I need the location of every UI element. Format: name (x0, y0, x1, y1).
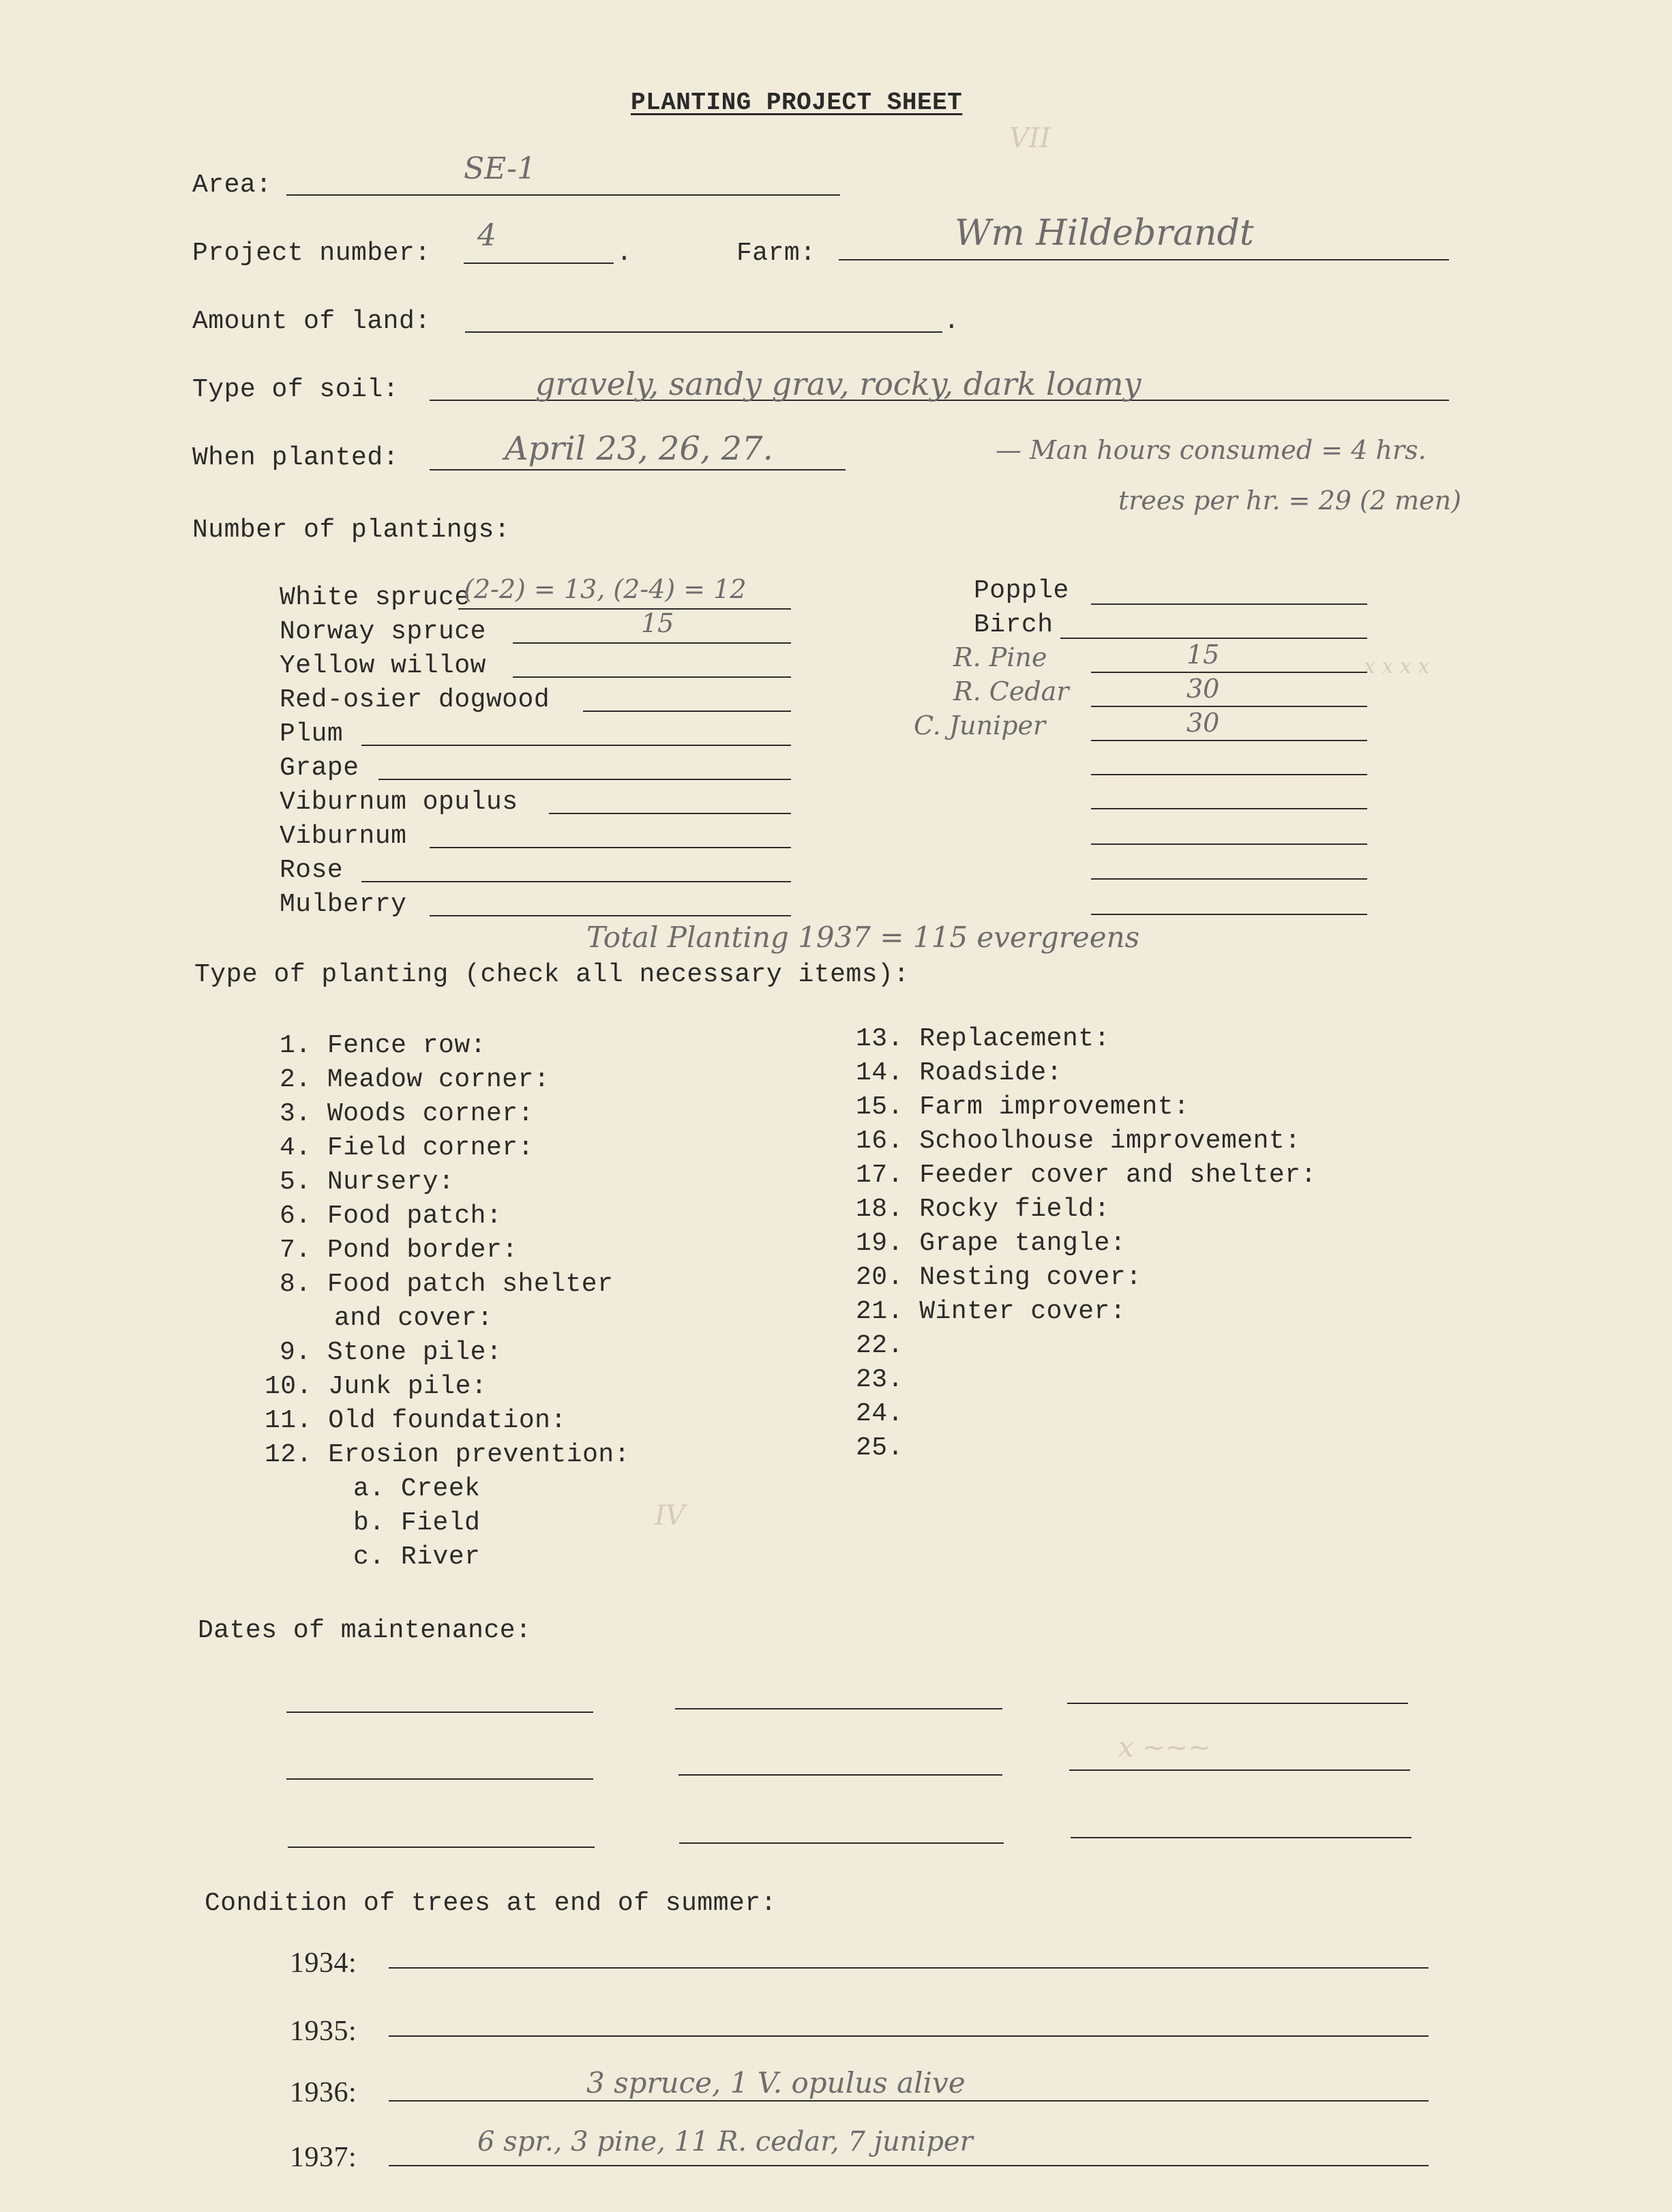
planting-type-item: 18. Rocky field: (856, 1195, 1110, 1224)
planting-line (378, 779, 791, 780)
planting-line (430, 847, 791, 848)
planting-line (513, 676, 791, 678)
condition-note: 6 spr., 3 pine, 11 R. cedar, 7 juniper (477, 2126, 973, 2157)
planting-type-item: 14. Roadside: (856, 1058, 1062, 1088)
page-title: PLANTING PROJECT SHEET (631, 89, 963, 117)
planting-type-item: 5. Nursery: (280, 1167, 455, 1197)
planting-line (458, 608, 791, 610)
planting-name: Viburnum (280, 822, 407, 851)
condition-year: 1936: (290, 2077, 357, 2108)
planting-type-item: 15. Farm improvement: (856, 1092, 1190, 1122)
planting-line (1060, 638, 1367, 639)
planting-type-item: 20. Nesting cover: (856, 1263, 1142, 1292)
planting-type-item: 8. Food patch shelter (280, 1270, 614, 1299)
planting-type-item: 16. Schoolhouse improvement: (856, 1126, 1301, 1156)
planting-line (1091, 774, 1367, 775)
condition-line (389, 2035, 1429, 2037)
maintenance-date-line (286, 1712, 593, 1713)
planting-type-item: 13. Replacement: (856, 1024, 1110, 1053)
condition-line (389, 2100, 1429, 2102)
farm-value: Wm Hildebrandt (955, 213, 1254, 254)
planting-type-item: 17. Feeder cover and shelter: (856, 1161, 1317, 1190)
plantings-label: Number of plantings: (192, 515, 511, 545)
condition-line (389, 2165, 1429, 2166)
planting-line (1091, 706, 1367, 707)
bleed-through-mark: IV (655, 1500, 685, 1531)
amount-of-land-period: . (944, 307, 960, 336)
planting-type-item: 6. Food patch: (280, 1201, 503, 1231)
total-planting-note: Total Planting 1937 = 115 evergreens (586, 921, 1140, 954)
condition-year: 1934: (290, 1947, 357, 1979)
planting-line (1091, 672, 1367, 673)
planting-line (1091, 603, 1367, 605)
planting-name: Plum (280, 719, 344, 749)
planting-line (1091, 878, 1367, 880)
planting-type-item: 12. Erosion prevention: (265, 1440, 630, 1469)
planting-line (1091, 808, 1367, 809)
maintenance-date-line (678, 1774, 1002, 1776)
planting-line (430, 915, 791, 916)
area-label: Area: (192, 170, 272, 200)
planting-type-item: 25. (856, 1433, 904, 1463)
area-value: SE-1 (464, 151, 536, 186)
planting-value: (2-2) = 13, (2-4) = 12 (464, 574, 747, 604)
bleed-through-mark: x x x x (1364, 655, 1430, 678)
planting-name: Norway spruce (280, 617, 486, 646)
bleed-through-mark: VII (1009, 123, 1051, 154)
maintenance-date-line (675, 1708, 1002, 1709)
planting-type-item: 11. Old foundation: (265, 1406, 567, 1435)
planting-type-item: 24. (856, 1399, 904, 1429)
soil-label: Type of soil: (192, 375, 399, 404)
planting-type-item: 22. (856, 1331, 904, 1360)
planting-name: Yellow willow (280, 651, 486, 681)
planting-value: 30 (1186, 708, 1220, 738)
planting-line (361, 881, 791, 882)
planting-line (1091, 843, 1367, 845)
planted-value: April 23, 26, 27. (505, 430, 773, 468)
planting-type-item: 10. Junk pile: (265, 1372, 488, 1401)
maintenance-date-line (1069, 1769, 1410, 1771)
planting-type-item: 21. Winter cover: (856, 1297, 1126, 1326)
maintenance-date-line (1067, 1703, 1408, 1704)
planting-line (549, 813, 791, 814)
maintenance-label: Dates of maintenance: (198, 1616, 532, 1645)
farm-line (839, 259, 1449, 260)
planting-line (513, 642, 791, 644)
project-number-label: Project number: (192, 239, 431, 268)
planting-line (583, 711, 791, 712)
project-number-period: . (616, 239, 633, 268)
planting-type-item: 2. Meadow corner: (280, 1065, 550, 1094)
planting-name-handwritten: R. Cedar (953, 676, 1069, 706)
man-hours-note: — Man hours consumed = 4 hrs. (996, 435, 1427, 465)
condition-label: Condition of trees at end of summer: (205, 1889, 777, 1918)
condition-year: 1937: (290, 2142, 357, 2173)
planting-type-subitem: a. Creek (353, 1474, 481, 1504)
amount-of-land-label: Amount of land: (192, 307, 431, 336)
planting-type-item: 3. Woods corner: (280, 1099, 534, 1129)
project-number-value: 4 (477, 218, 496, 253)
maintenance-date-line (286, 1778, 593, 1780)
maintenance-date-line (679, 1842, 1004, 1844)
project-number-line (464, 263, 614, 264)
planting-name: Grape (280, 753, 359, 783)
planting-type-item: 1. Fence row: (280, 1031, 486, 1060)
planting-name: Mulberry (280, 890, 407, 919)
planting-line (361, 745, 791, 746)
amount-of-land-line (465, 331, 942, 333)
planted-label: When planted: (192, 443, 399, 473)
condition-line (389, 1967, 1429, 1969)
planting-value: 15 (641, 608, 674, 638)
planting-type-item: 7. Pond border: (280, 1236, 518, 1265)
farm-label: Farm: (736, 239, 816, 268)
planting-name: Viburnum opulus (280, 788, 518, 817)
planting-line (1091, 740, 1367, 741)
maintenance-date-line (1071, 1837, 1412, 1838)
planting-type-subitem: c. River (353, 1542, 481, 1572)
planting-name: Red-osier dogwood (280, 685, 550, 715)
planted-line (430, 469, 846, 470)
bleed-through-mark: x ~~~ (1118, 1732, 1211, 1763)
planting-name: Birch (974, 610, 1054, 640)
maintenance-date-line (288, 1847, 595, 1848)
planting-name: White spruce (280, 583, 471, 612)
planting-name-handwritten: R. Pine (953, 642, 1047, 672)
planting-type-item: 4. Field corner: (280, 1133, 534, 1163)
trees-per-hour-note: trees per hr. = 29 (2 men) (1118, 485, 1461, 515)
planting-types-label: Type of planting (check all necessary items): (194, 960, 910, 989)
planting-name: Rose (280, 856, 344, 885)
planting-name-handwritten: C. Juniper (914, 711, 1046, 741)
condition-year: 1935: (290, 2016, 357, 2047)
planting-type-item: 23. (856, 1365, 904, 1394)
planting-value: 15 (1186, 640, 1220, 670)
soil-value: gravely, sandy grav, rocky, dark loamy (535, 365, 1141, 402)
planting-type-item: 9. Stone pile: (280, 1338, 503, 1367)
planting-value: 30 (1186, 674, 1220, 704)
planting-name: Popple (974, 576, 1069, 606)
planting-type-item: and cover: (334, 1304, 494, 1333)
area-line (286, 194, 840, 196)
planting-line (1091, 914, 1367, 915)
planting-type-subitem: b. Field (353, 1508, 481, 1538)
condition-note: 3 spruce, 1 V. opulus alive (586, 2066, 966, 2099)
planting-type-item: 19. Grape tangle: (856, 1229, 1126, 1258)
